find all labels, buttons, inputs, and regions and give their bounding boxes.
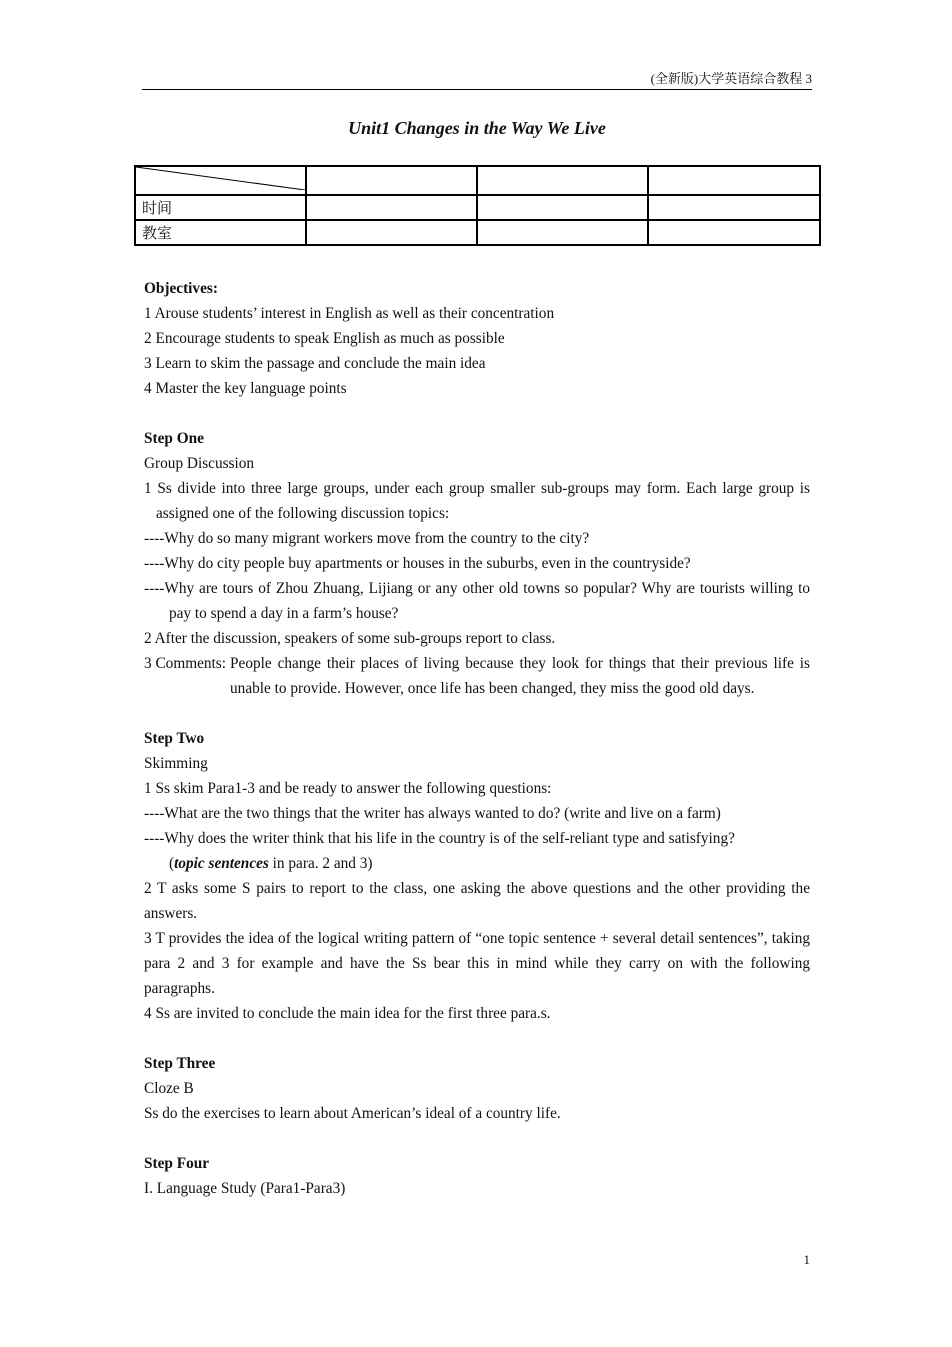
comments-label: 3 Comments: <box>144 655 227 672</box>
comments-block <box>144 651 810 701</box>
table-row <box>135 166 820 195</box>
skimming-question: ----What are the two things that the writer has always wanted to do? (write and live on a farm) <box>144 805 721 822</box>
step-two-heading: Step Two <box>144 730 205 747</box>
schedule-table <box>134 165 821 246</box>
skimming-question-note: (topic sentences in para. 2 and 3) <box>169 855 373 872</box>
table-row <box>135 195 820 220</box>
table-cell <box>306 166 477 195</box>
step-three-subheading: Cloze B <box>144 1080 194 1097</box>
objective-item: 3 Learn to skim the passage and conclude the main idea <box>144 355 486 372</box>
table-cell <box>477 195 648 220</box>
discussion-topic: ----Why are tours of Zhou Zhuang, Lijiang or any other old towns so popular? Why are tourists willing to pay to spend a day in a farm’s house? <box>144 580 810 622</box>
comments-text: People change their places of living because they look for things that their previous life is unable to provide. However, once life has been changed, they miss the good old days. <box>230 655 810 697</box>
diagonal-header-cell <box>135 166 306 195</box>
table-cell <box>648 195 820 220</box>
step-two-subheading: Skimming <box>144 755 208 772</box>
table-cell <box>648 166 820 195</box>
step-one-heading: Step One <box>144 430 204 447</box>
step-three-text: Ss do the exercises to learn about American’s ideal of a country life. <box>144 1105 561 1122</box>
step-four-heading: Step Four <box>144 1155 210 1172</box>
page-title: Unit1 Changes in the Way We Live <box>348 118 606 138</box>
step-two-item: 2 T asks some S pairs to report to the class, one asking the above questions and the other providing the answers. <box>144 880 810 922</box>
objectives-heading: Objectives: <box>144 280 218 297</box>
diagonal-line <box>136 167 305 190</box>
topic-sentences-emphasis: topic sentences <box>174 855 269 872</box>
step-one-item: 1 Ss divide into three large groups, under each group smaller sub-groups may form. Each large group is assigned one of the following discussion topics: <box>144 480 810 522</box>
step-four-text: I. Language Study (Para1-Para3) <box>144 1180 346 1197</box>
step-three-heading: Step Three <box>144 1055 216 1072</box>
table-cell <box>306 195 477 220</box>
table-cell <box>306 220 477 245</box>
table-cell <box>477 166 648 195</box>
step-two-item: 4 Ss are invited to conclude the main idea for the first three para.s. <box>144 1005 551 1022</box>
skimming-question: ----Why does the writer think that his life in the country is of the self-reliant type and satisfying? <box>144 830 735 847</box>
row-label-classroom: 教室 <box>135 220 306 245</box>
discussion-topic: ----Why do city people buy apartments or houses in the suburbs, even in the countryside? <box>144 555 691 572</box>
step-one-subheading: Group Discussion <box>144 455 255 472</box>
page-number: 1 <box>803 1252 810 1267</box>
step-two-item: 1 Ss skim Para1-3 and be ready to answer the following questions: <box>144 780 552 797</box>
discussion-topic: ----Why do so many migrant workers move from the country to the city? <box>144 530 590 547</box>
table-cell <box>477 220 648 245</box>
step-two-item: 3 T provides the idea of the logical writing pattern of “one topic sentence + several detail sentences”, taking para 2 and 3 for example and have the Ss bear this in mind while they carry on with the following paragraphs. <box>144 930 810 997</box>
row-label-time: 时间 <box>135 195 306 220</box>
table-cell <box>648 220 820 245</box>
objective-item: 1 Arouse students’ interest in English as well as their concentration <box>144 305 555 322</box>
document-body <box>144 276 810 1201</box>
table-row <box>135 220 820 245</box>
objective-item: 4 Master the key language points <box>144 380 347 397</box>
running-header: (全新版)大学英语综合教程 3 <box>142 68 812 90</box>
step-one-item: 2 After the discussion, speakers of some sub-groups report to class. <box>144 630 556 647</box>
objective-item: 2 Encourage students to speak English as much as possible <box>144 330 505 347</box>
